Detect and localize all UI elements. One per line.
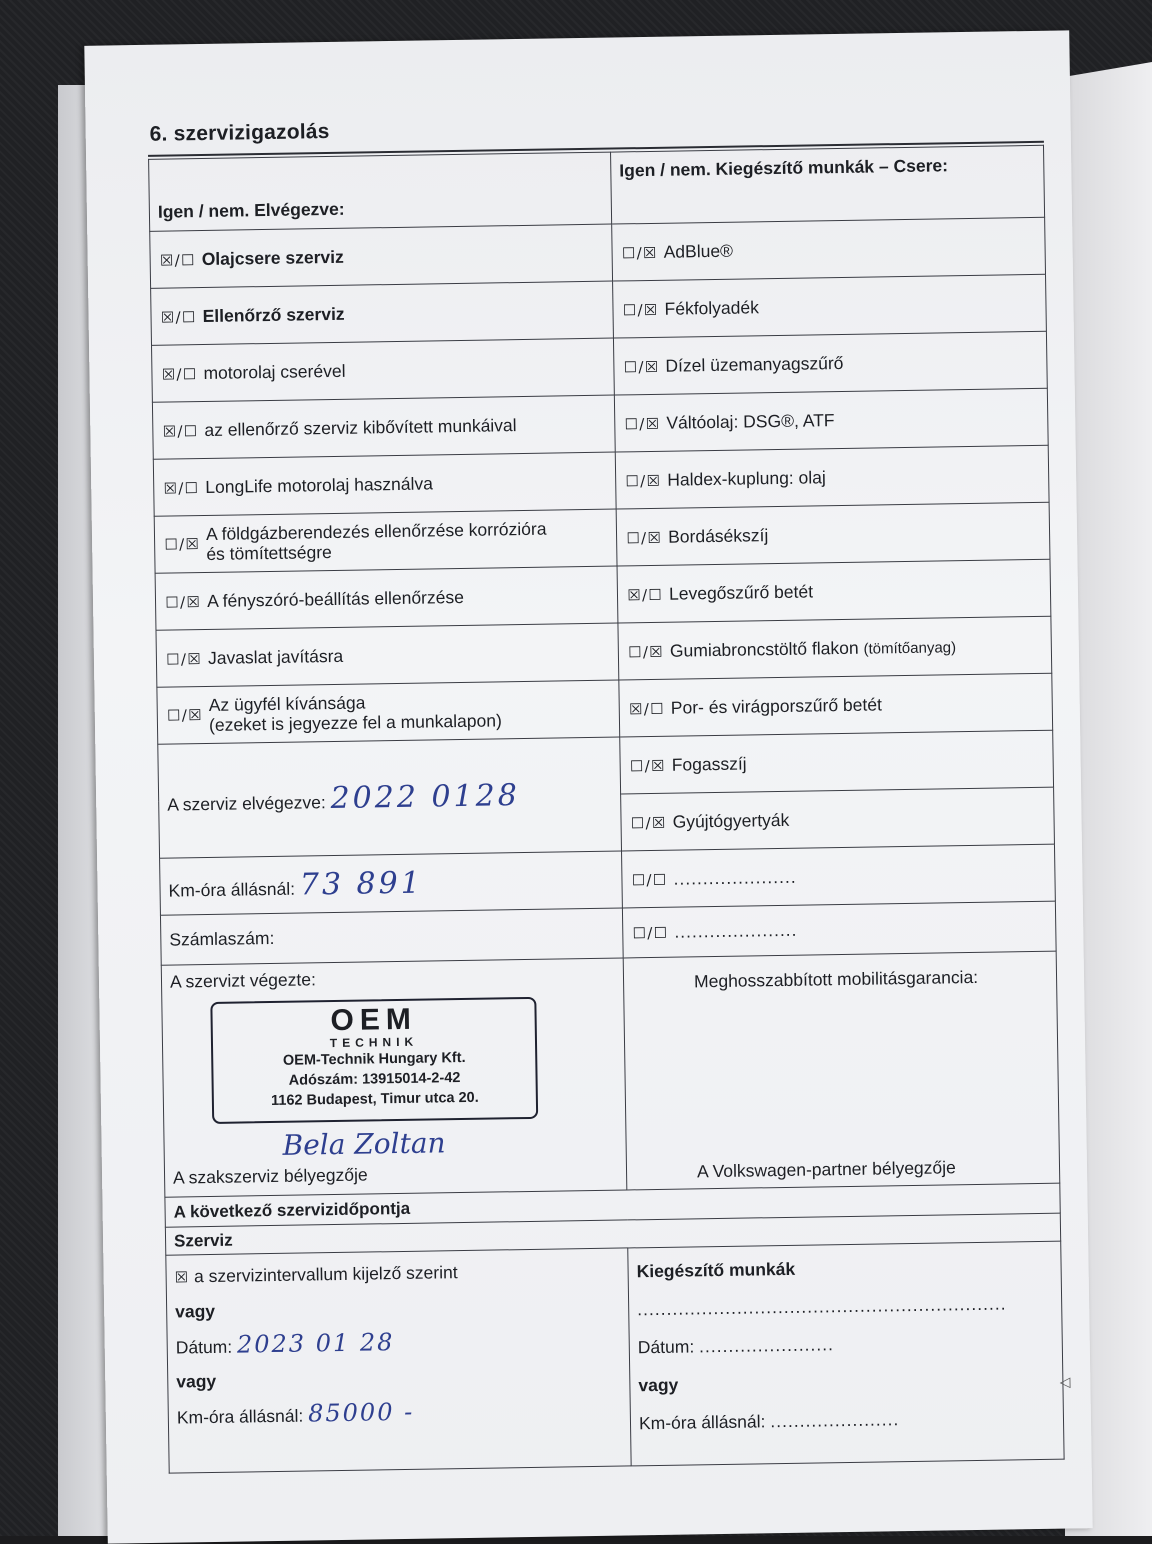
right-row bbox=[613, 274, 1047, 338]
yes-checkbox[interactable]: ☐ bbox=[623, 357, 638, 376]
workshop-stamp-label: A szakszerviz bélyegzője bbox=[172, 1164, 368, 1188]
yes-checkbox[interactable]: ☐ bbox=[165, 592, 179, 612]
yes-checkbox[interactable]: ☒ bbox=[159, 250, 174, 270]
right-row bbox=[620, 730, 1054, 794]
yes-checkbox[interactable]: ☒ bbox=[163, 478, 178, 498]
right-header: Igen / nem. Kiegészítő munkák – Csere: bbox=[611, 145, 1045, 224]
no-checkbox[interactable]: ☐ bbox=[648, 585, 662, 604]
item-label-small: (tömítőanyag) bbox=[863, 638, 957, 658]
no-checkbox[interactable]: ☐ bbox=[181, 307, 196, 326]
left-row bbox=[153, 452, 616, 516]
item-label: AdBlue® bbox=[663, 240, 734, 262]
blank-item-line[interactable]: ..................... bbox=[673, 866, 797, 889]
or-text: vagy bbox=[176, 1370, 217, 1392]
checkbox-pair[interactable]: ☒/☐ bbox=[627, 585, 662, 604]
performed-by-cell bbox=[161, 958, 627, 1197]
right-row bbox=[617, 559, 1051, 623]
no-checkbox[interactable]: ☒ bbox=[650, 756, 665, 775]
item-label: Olajcsere szerviz bbox=[201, 246, 344, 269]
checkbox-pair[interactable]: ☐/☒ bbox=[624, 414, 660, 433]
checkbox-pair[interactable]: ☐/☐ bbox=[631, 870, 667, 889]
extra-works-line[interactable]: ............................................................... bbox=[637, 1293, 1007, 1320]
no-checkbox[interactable]: ☒ bbox=[645, 414, 660, 433]
item-label: Dízel üzemanyagszűrő bbox=[665, 352, 844, 376]
yes-checkbox[interactable]: ☒ bbox=[161, 364, 176, 384]
checkbox-pair[interactable]: ☐/☒ bbox=[622, 300, 658, 319]
checkbox-pair[interactable]: ☒/☐ bbox=[159, 250, 195, 270]
checkbox-pair[interactable]: ☐/☐ bbox=[632, 923, 668, 943]
item-label: A fényszóró-beállítás ellenőrzése bbox=[206, 586, 465, 611]
no-checkbox[interactable]: ☒ bbox=[647, 528, 662, 547]
yes-checkbox[interactable]: ☐ bbox=[630, 813, 645, 832]
km-line[interactable]: ...................... bbox=[770, 1409, 900, 1432]
checkbox-pair[interactable]: ☒/☐ bbox=[163, 478, 199, 498]
checkbox-pair[interactable]: ☐/☒ bbox=[629, 756, 665, 775]
checkbox-pair[interactable]: ☐/☒ bbox=[166, 649, 201, 669]
item-label: Javaslat javításra bbox=[207, 645, 344, 668]
service-table bbox=[148, 145, 1071, 1474]
item-label: Ellenőrző szerviz bbox=[202, 303, 345, 326]
checkbox-pair[interactable]: ☒/☐ bbox=[162, 421, 198, 441]
right-row bbox=[613, 331, 1047, 395]
item-label: motorolaj cserével bbox=[203, 360, 346, 383]
left-row bbox=[154, 509, 617, 573]
no-checkbox[interactable]: ☒ bbox=[644, 357, 659, 376]
right-row bbox=[622, 844, 1056, 908]
mobility-label: Meghosszabbított mobilitásgarancia: bbox=[693, 966, 979, 992]
invoice-cell bbox=[160, 908, 623, 965]
yes-checkbox[interactable]: ☒ bbox=[162, 421, 177, 441]
km-label: Km-óra állásnál: bbox=[638, 1411, 766, 1434]
yes-checkbox[interactable]: ☐ bbox=[628, 642, 642, 661]
checkbox-pair[interactable]: ☒/☐ bbox=[628, 699, 664, 718]
right-row bbox=[614, 388, 1048, 452]
invoice-label: Számlaszám: bbox=[169, 927, 275, 950]
date-line[interactable]: ....................... bbox=[698, 1334, 835, 1357]
no-checkbox[interactable]: ☒ bbox=[187, 649, 201, 668]
checkbox-pair[interactable]: ☐/☒ bbox=[623, 357, 659, 376]
page-title: 6. szervizigazolás bbox=[149, 119, 330, 146]
right-row bbox=[615, 445, 1049, 509]
next-km-value[interactable]: 85000 - bbox=[307, 1397, 415, 1428]
page-content bbox=[135, 101, 1071, 1515]
yes-checkbox[interactable]: ☐ bbox=[631, 870, 646, 889]
stamp-logo-sub: TECHNIK bbox=[329, 1034, 419, 1051]
item-label: Haldex-kuplung: olaj bbox=[667, 466, 826, 490]
right-row bbox=[621, 787, 1055, 851]
item-label: Levegőszűrő betét bbox=[668, 580, 814, 604]
item-label: A földgázberendezés ellenőrzése korrózióra bbox=[205, 518, 547, 544]
date-label: Dátum: bbox=[175, 1336, 233, 1358]
yes-checkbox[interactable]: ☐ bbox=[625, 471, 640, 490]
checkbox-pair[interactable]: ☐/☒ bbox=[164, 534, 200, 554]
no-checkbox[interactable]: ☒ bbox=[185, 534, 200, 553]
no-checkbox[interactable]: ☒ bbox=[643, 300, 658, 319]
right-row bbox=[622, 901, 1056, 958]
left-row bbox=[152, 338, 615, 402]
next-service-left bbox=[166, 1248, 631, 1473]
item-label: az ellenőrző szerviz kibővített munkáival bbox=[204, 414, 517, 440]
next-extra-right bbox=[628, 1241, 1071, 1466]
item-label: Por- és virágporszűrő betét bbox=[670, 693, 883, 718]
next-date-value[interactable]: 2023 01 28 bbox=[236, 1328, 395, 1359]
checkbox-pair[interactable]: ☐/☒ bbox=[166, 705, 202, 725]
interval-label: a szervizintervallum kijelző szerint bbox=[193, 1262, 458, 1287]
item-label: Gyújtógyertyák bbox=[672, 809, 790, 832]
yes-checkbox[interactable]: ☐ bbox=[632, 924, 647, 943]
checkbox-pair[interactable]: ☒/☐ bbox=[160, 307, 196, 327]
yes-checkbox[interactable]: ☒ bbox=[628, 699, 643, 718]
km-label: Km-óra állásnál: bbox=[176, 1405, 304, 1428]
yes-checkbox[interactable]: ☐ bbox=[621, 243, 636, 262]
interval-checkbox[interactable]: ☒ bbox=[174, 1268, 189, 1287]
left-row bbox=[157, 680, 620, 744]
document-page bbox=[84, 30, 1092, 1543]
mobility-cell bbox=[623, 951, 1060, 1190]
yes-checkbox[interactable]: ☒ bbox=[160, 307, 175, 327]
left-row bbox=[150, 224, 613, 288]
no-checkbox[interactable]: ☐ bbox=[652, 870, 667, 889]
left-row bbox=[152, 395, 615, 459]
service-done-cell bbox=[158, 737, 622, 858]
no-checkbox[interactable]: ☒ bbox=[646, 471, 661, 490]
yes-checkbox[interactable]: ☐ bbox=[166, 706, 181, 725]
right-row bbox=[616, 502, 1050, 566]
no-checkbox[interactable]: ☐ bbox=[182, 364, 197, 383]
yes-checkbox[interactable]: ☐ bbox=[166, 649, 180, 669]
item-label: Fékfolyadék bbox=[664, 296, 760, 319]
km-label: Km-óra állásnál: bbox=[168, 878, 296, 901]
yes-checkbox[interactable]: ☐ bbox=[164, 535, 178, 554]
corner-arrow-icon: ◁ bbox=[1059, 1373, 1071, 1390]
yes-checkbox[interactable]: ☐ bbox=[624, 414, 639, 433]
item-label: Az ügyfél kívánsága bbox=[208, 692, 366, 715]
service-done-value[interactable]: 2022 0128 bbox=[330, 778, 521, 817]
performed-by-label: A szervizt végezte: bbox=[169, 969, 317, 992]
checkbox-pair[interactable]: ☐/☒ bbox=[621, 243, 657, 262]
no-checkbox[interactable]: ☒ bbox=[649, 642, 663, 661]
item-label: LongLife motorolaj használva bbox=[205, 472, 434, 497]
no-checkbox[interactable]: ☐ bbox=[180, 250, 195, 269]
left-row bbox=[155, 566, 618, 630]
checkbox-pair[interactable]: ☐/☒ bbox=[625, 471, 661, 490]
stamp-company: OEM-Technik Hungary Kft. bbox=[282, 1049, 466, 1069]
item-label: Váltóolaj: DSG®, ATF bbox=[666, 409, 835, 433]
stamp-address: 1162 Budapest, Timur utca 20. bbox=[270, 1089, 479, 1110]
item-label: Fogasszíj bbox=[671, 753, 747, 775]
extra-works-header: Kiegészítő munkák bbox=[636, 1258, 796, 1282]
no-checkbox[interactable]: ☐ bbox=[653, 923, 668, 942]
item-label-line2: (ezeket is jegyezze fel a munkalapon) bbox=[208, 710, 502, 735]
no-checkbox[interactable]: ☐ bbox=[183, 421, 198, 440]
yes-checkbox[interactable]: ☐ bbox=[626, 528, 640, 547]
no-checkbox[interactable]: ☒ bbox=[642, 243, 657, 262]
signature: Bela Zoltan bbox=[282, 1126, 446, 1162]
km-value[interactable]: 73 891 bbox=[299, 865, 424, 903]
yes-checkbox[interactable]: ☒ bbox=[627, 585, 641, 604]
blank-item-line[interactable]: ..................... bbox=[674, 919, 798, 942]
checkbox-pair[interactable]: ☐/☒ bbox=[628, 642, 663, 661]
km-cell bbox=[160, 851, 623, 915]
item-label: Gumiabroncstöltő flakon bbox=[669, 637, 859, 661]
right-row bbox=[619, 673, 1053, 737]
no-checkbox[interactable]: ☒ bbox=[651, 813, 666, 832]
no-checkbox[interactable]: ☐ bbox=[184, 478, 199, 497]
item-label-line2: és tömítettségre bbox=[206, 542, 332, 564]
checkbox-pair[interactable]: ☐/☒ bbox=[165, 592, 200, 612]
dealer-stamp bbox=[210, 997, 538, 1124]
left-row bbox=[156, 623, 619, 687]
service-done-label: A szerviz elvégezve: bbox=[167, 792, 326, 815]
checkbox-pair[interactable]: ☐/☒ bbox=[630, 813, 666, 832]
item-label: Bordásékszíj bbox=[667, 524, 769, 547]
left-row bbox=[151, 281, 614, 345]
yes-checkbox[interactable]: ☐ bbox=[622, 300, 637, 319]
partner-stamp-label: A Volkswagen-partner bélyegzője bbox=[696, 1157, 956, 1182]
left-header: Igen / nem. Elvégezve: bbox=[149, 152, 612, 231]
checkbox-pair[interactable]: ☒/☐ bbox=[161, 364, 197, 384]
next-service-title: A következő szervizidőpontja bbox=[165, 1183, 1060, 1227]
checkbox-pair[interactable]: ☐/☒ bbox=[626, 528, 662, 547]
no-checkbox[interactable]: ☐ bbox=[649, 699, 664, 718]
no-checkbox[interactable]: ☒ bbox=[188, 705, 202, 724]
date-label: Dátum: bbox=[637, 1336, 695, 1358]
or-text: vagy bbox=[175, 1300, 216, 1322]
no-checkbox[interactable]: ☒ bbox=[186, 592, 200, 611]
or-text: vagy bbox=[638, 1374, 679, 1396]
next-service-header: Szerviz bbox=[165, 1213, 1060, 1255]
right-row bbox=[612, 217, 1046, 281]
right-row bbox=[618, 616, 1052, 680]
stamp-logo: OEM bbox=[330, 1002, 418, 1038]
yes-checkbox[interactable]: ☐ bbox=[629, 756, 644, 775]
stamp-tax-number: Adószám: 13915014-2-42 bbox=[288, 1070, 461, 1089]
